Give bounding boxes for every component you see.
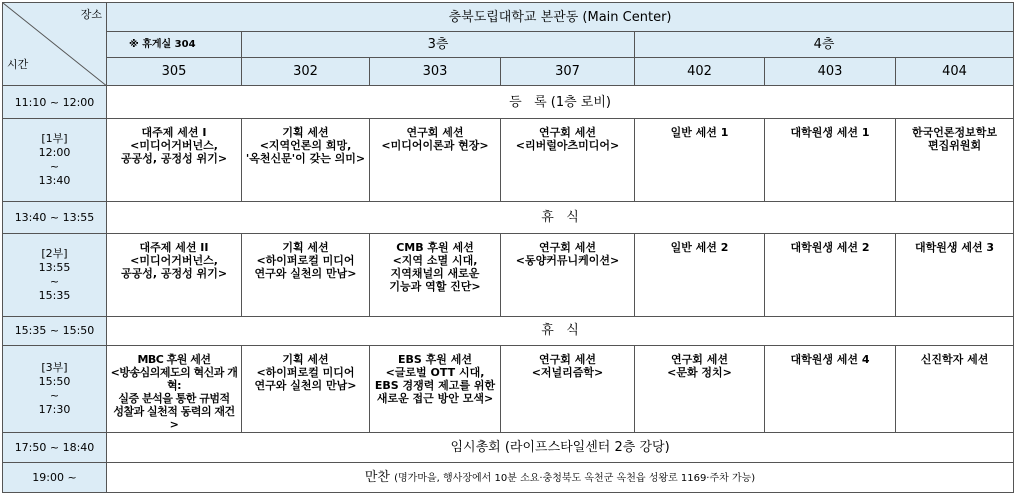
session-cell: 대학원생 세션 1 — [765, 118, 896, 201]
time-general-meeting: 17:50 ~ 18:40 — [3, 432, 107, 462]
timetable — [2, 2, 1014, 493]
session-cell: 대학원생 세션 4 — [765, 345, 896, 432]
dinner-note: (명가마을, 행사장에서 10분 소요·충청북도 옥천군 옥천읍 성왕로 1169·주차 가능) — [394, 472, 756, 484]
period-part2: [2부] 13:55 ~ 15:35 — [3, 233, 107, 316]
room-402: 402 — [635, 57, 765, 85]
room-404: 404 — [896, 57, 1014, 85]
session-cell: 기획 세션 <지역언론의 희망, '옥천신문'이 갖는 의미> — [242, 118, 370, 201]
room-305: 305 — [107, 57, 242, 85]
header-corner — [3, 3, 107, 86]
session-cell: 기획 세션 <하이퍼로컬 미디어 연구와 실천의 만남> — [242, 345, 370, 432]
break-row: 휴 식 — [107, 202, 1014, 234]
session-cell: 연구회 세션 <미디어이론과 현장> — [370, 118, 501, 201]
session-cell: 대학원생 세션 2 — [765, 233, 896, 316]
place-label: 장소 — [80, 8, 102, 21]
floor-4-header: 4층 — [635, 32, 1014, 57]
time-break2: 15:35 ~ 15:50 — [3, 317, 107, 345]
session-cell: 대주제 세션 I <미디어거버넌스, 공공성, 공정성 위기> — [107, 118, 242, 201]
session-cell: 연구회 세션 <리버럴아츠미디어> — [501, 118, 635, 201]
lounge-note: ※ 휴게실 304 — [107, 32, 242, 57]
session-cell: EBS 후원 세션 <글로벌 OTT 시대, EBS 경쟁력 제고를 위한 새로운 접근 방안 모색> — [370, 345, 501, 432]
session-cell: 신진학자 세션 — [896, 345, 1014, 432]
room-403: 403 — [765, 57, 896, 85]
room-307: 307 — [501, 57, 635, 85]
registration-row: 등 록 (1층 로비) — [107, 86, 1014, 119]
floor-3-header: 3층 — [242, 32, 635, 57]
time-registration: 11:10 ~ 12:00 — [3, 86, 107, 119]
time-label: 시간 — [7, 58, 29, 72]
time-break1: 13:40 ~ 13:55 — [3, 202, 107, 234]
session-cell: 연구회 세션 <저널리즘학> — [501, 345, 635, 432]
general-meeting-row: 임시총회 (라이프스타일센터 2층 강당) — [107, 432, 1014, 462]
dinner-row — [107, 463, 1014, 493]
dinner-title: 만찬 — [364, 469, 390, 485]
session-cell: 연구회 세션 <문화 정치> — [635, 345, 765, 432]
session-cell: 기획 세션 <하이퍼로컬 미디어 연구와 실천의 만남> — [242, 233, 370, 316]
room-303: 303 — [370, 57, 501, 85]
session-cell: 일반 세션 1 — [635, 118, 765, 201]
period-part3: [3부] 15:50 ~ 17:30 — [3, 345, 107, 432]
break-row: 휴 식 — [107, 317, 1014, 345]
venue-header: 충북도립대학교 본관동 (Main Center) — [107, 3, 1014, 32]
time-dinner: 19:00 ~ — [3, 463, 107, 493]
session-cell: 연구회 세션 <동양커뮤니케이션> — [501, 233, 635, 316]
session-cell: CMB 후원 세션 <지역 소멸 시대, 지역채널의 새로운 기능과 역할 진단> — [370, 233, 501, 316]
session-cell: 대주제 세션 II <미디어거버넌스, 공공성, 공정성 위기> — [107, 233, 242, 316]
session-cell: 한국언론정보학보 편집위원회 — [896, 118, 1014, 201]
period-part1: [1부] 12:00 ~ 13:40 — [3, 118, 107, 201]
session-cell: 일반 세션 2 — [635, 233, 765, 316]
session-cell: MBC 후원 세션 <방송심의제도의 혁신과 개혁: 실증 분석을 통한 규범적 성찰과 실천적 동력의 재건> — [107, 345, 242, 432]
session-cell: 대학원생 세션 3 — [896, 233, 1014, 316]
room-302: 302 — [242, 57, 370, 85]
